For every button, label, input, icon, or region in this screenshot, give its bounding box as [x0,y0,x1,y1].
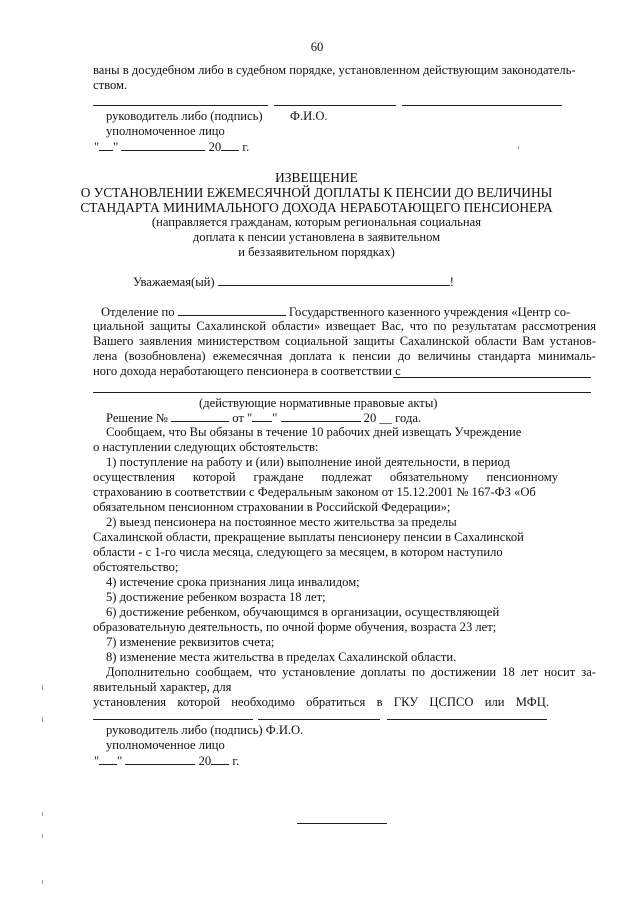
signature-role-label-2: уполномоченное лицо [106,124,225,138]
notice-title: ИЗВЕЩЕНИЕ [275,170,358,185]
signature-fio-label: Ф.И.О. [290,109,328,123]
notice-subtitle-3: и беззаявительном порядках) [238,245,395,259]
list-item-5: 5) достижение ребенком возраста 18 лет; [106,590,326,604]
scan-mark [518,146,519,149]
legal-acts-caption: (действующие нормативные правовые акты) [199,396,438,410]
signature2-line-sign [258,719,380,720]
legal-acts-fill-line-a [393,377,591,378]
additional-info-line-2: явительный характер, для [93,680,232,694]
list-item-1-line-4: обязательном пенсионном страховании в Российской Федерации»; [93,500,451,514]
closing-divider [297,823,387,824]
page-number: 60 [310,40,324,54]
scan-mark [42,812,43,816]
notice-title-line-3: СТАНДАРТА МИНИМАЛЬНОГО ДОХОДА НЕРАБОТАЮЩЕГО ПЕНСИОНЕРА [80,200,553,215]
notice-title-line-2: О УСТАНОВЛЕНИИ ЕЖЕМЕСЯЧНОЙ ДОПЛАТЫ К ПЕНСИИ ДО ВЕЛИЧИНЫ [80,185,553,200]
signature2-role-label: руководитель либо (подпись) Ф.И.О. [106,723,304,737]
signature-line-role [93,105,268,106]
list-item-1-line-1: 1) поступление на работу и (или) выполнение иной деятельности, в период [106,455,510,469]
scan-mark [42,717,43,722]
continuation-line-2: ством. [93,78,128,92]
scan-mark [42,834,43,838]
decision-line: Решение № от " " 20 __ года. [106,411,422,425]
notice-subtitle-2: доплата к пенсии установлена в заявительном [192,230,441,244]
signature2-line-role [93,719,253,720]
additional-info-line-1: Дополнительно сообщаем, что установление доплаты по достижении 18 лет носит за- [106,665,596,679]
list-item-1-line-3: страхованию в соответствии с Федеральным законом от 15.12.2001 № 167-ФЗ «Об [93,485,536,499]
list-item-2-line-3: области - с 1-го числа месяца, следующего за месяцем, в котором наступило [93,545,503,559]
scan-mark [42,685,43,690]
signature-line-name [402,105,562,106]
legal-acts-fill-line-b [93,392,591,393]
signature-line-sign [274,105,396,106]
duties-intro-line-2: о наступлении следующих обстоятельств: [93,440,319,454]
signature2-date: " " 20 г. [94,754,240,768]
list-item-8: 8) изменение места жительства в пределах Сахалинской области. [106,650,457,664]
list-item-2-line-1: 2) выезд пенсионера на постоянное место жительства за пределы [106,515,457,529]
scan-mark [42,880,43,884]
paragraph-1-line-5: ного дохода неработающего пенсионера в соответствии с [93,364,401,378]
additional-info-line-3: установления которой необходимо обратиться в ГКУ ЦСПСО или МФЦ. [93,695,549,709]
list-item-7: 7) изменение реквизитов счета; [106,635,275,649]
greeting: Уважаемая(ый) ! [133,275,454,289]
signature-role-label: руководитель либо (подпись) [106,109,263,123]
list-item-2-line-4: обстоятельство; [93,560,179,574]
paragraph-1-line-4: лена (возобновлена) ежемесячная доплата к пенсии до величины стандарта минималь- [93,349,596,363]
paragraph-1-line-1: Отделение по Государственного казенного учреждения «Центр со- [101,305,571,319]
list-item-6-line-1: 6) достижение ребенком, обучающимся в организации, осуществляющей [106,605,500,619]
list-item-6-line-2: образовательную деятельность, по очной форме обучения, возраста 23 лет; [93,620,497,634]
list-item-2-line-2: Сахалинской области, прекращение выплаты пенсионеру пенсии в Сахалинской [93,530,524,544]
notice-subtitle-1: (направляется гражданам, которым региональная социальная [151,215,482,229]
signature2-line-name [387,719,547,720]
duties-intro-line-1: Сообщаем, что Вы обязаны в течение 10 рабочих дней извещать Учреждение [106,425,522,439]
signature2-role-label-2: уполномоченное лицо [106,738,225,752]
continuation-line-1: ваны в досудебном либо в судебном порядке, установленном действующим законодатель- [93,63,576,77]
paragraph-1-line-3: Вашего заявления министерством социальной защиты Сахалинской области Вам установ- [93,334,596,348]
signature-date: " " 20 г. [94,140,250,154]
list-item-4: 4) истечение срока признания лица инвалидом; [106,575,360,589]
paragraph-1-line-2: циальной защиты Сахалинской области» извещает Вас, что по результатам рассмотрения [93,319,596,333]
list-item-1-line-2: осуществления которой граждане подлежат обязательному пенсионному [93,470,558,484]
